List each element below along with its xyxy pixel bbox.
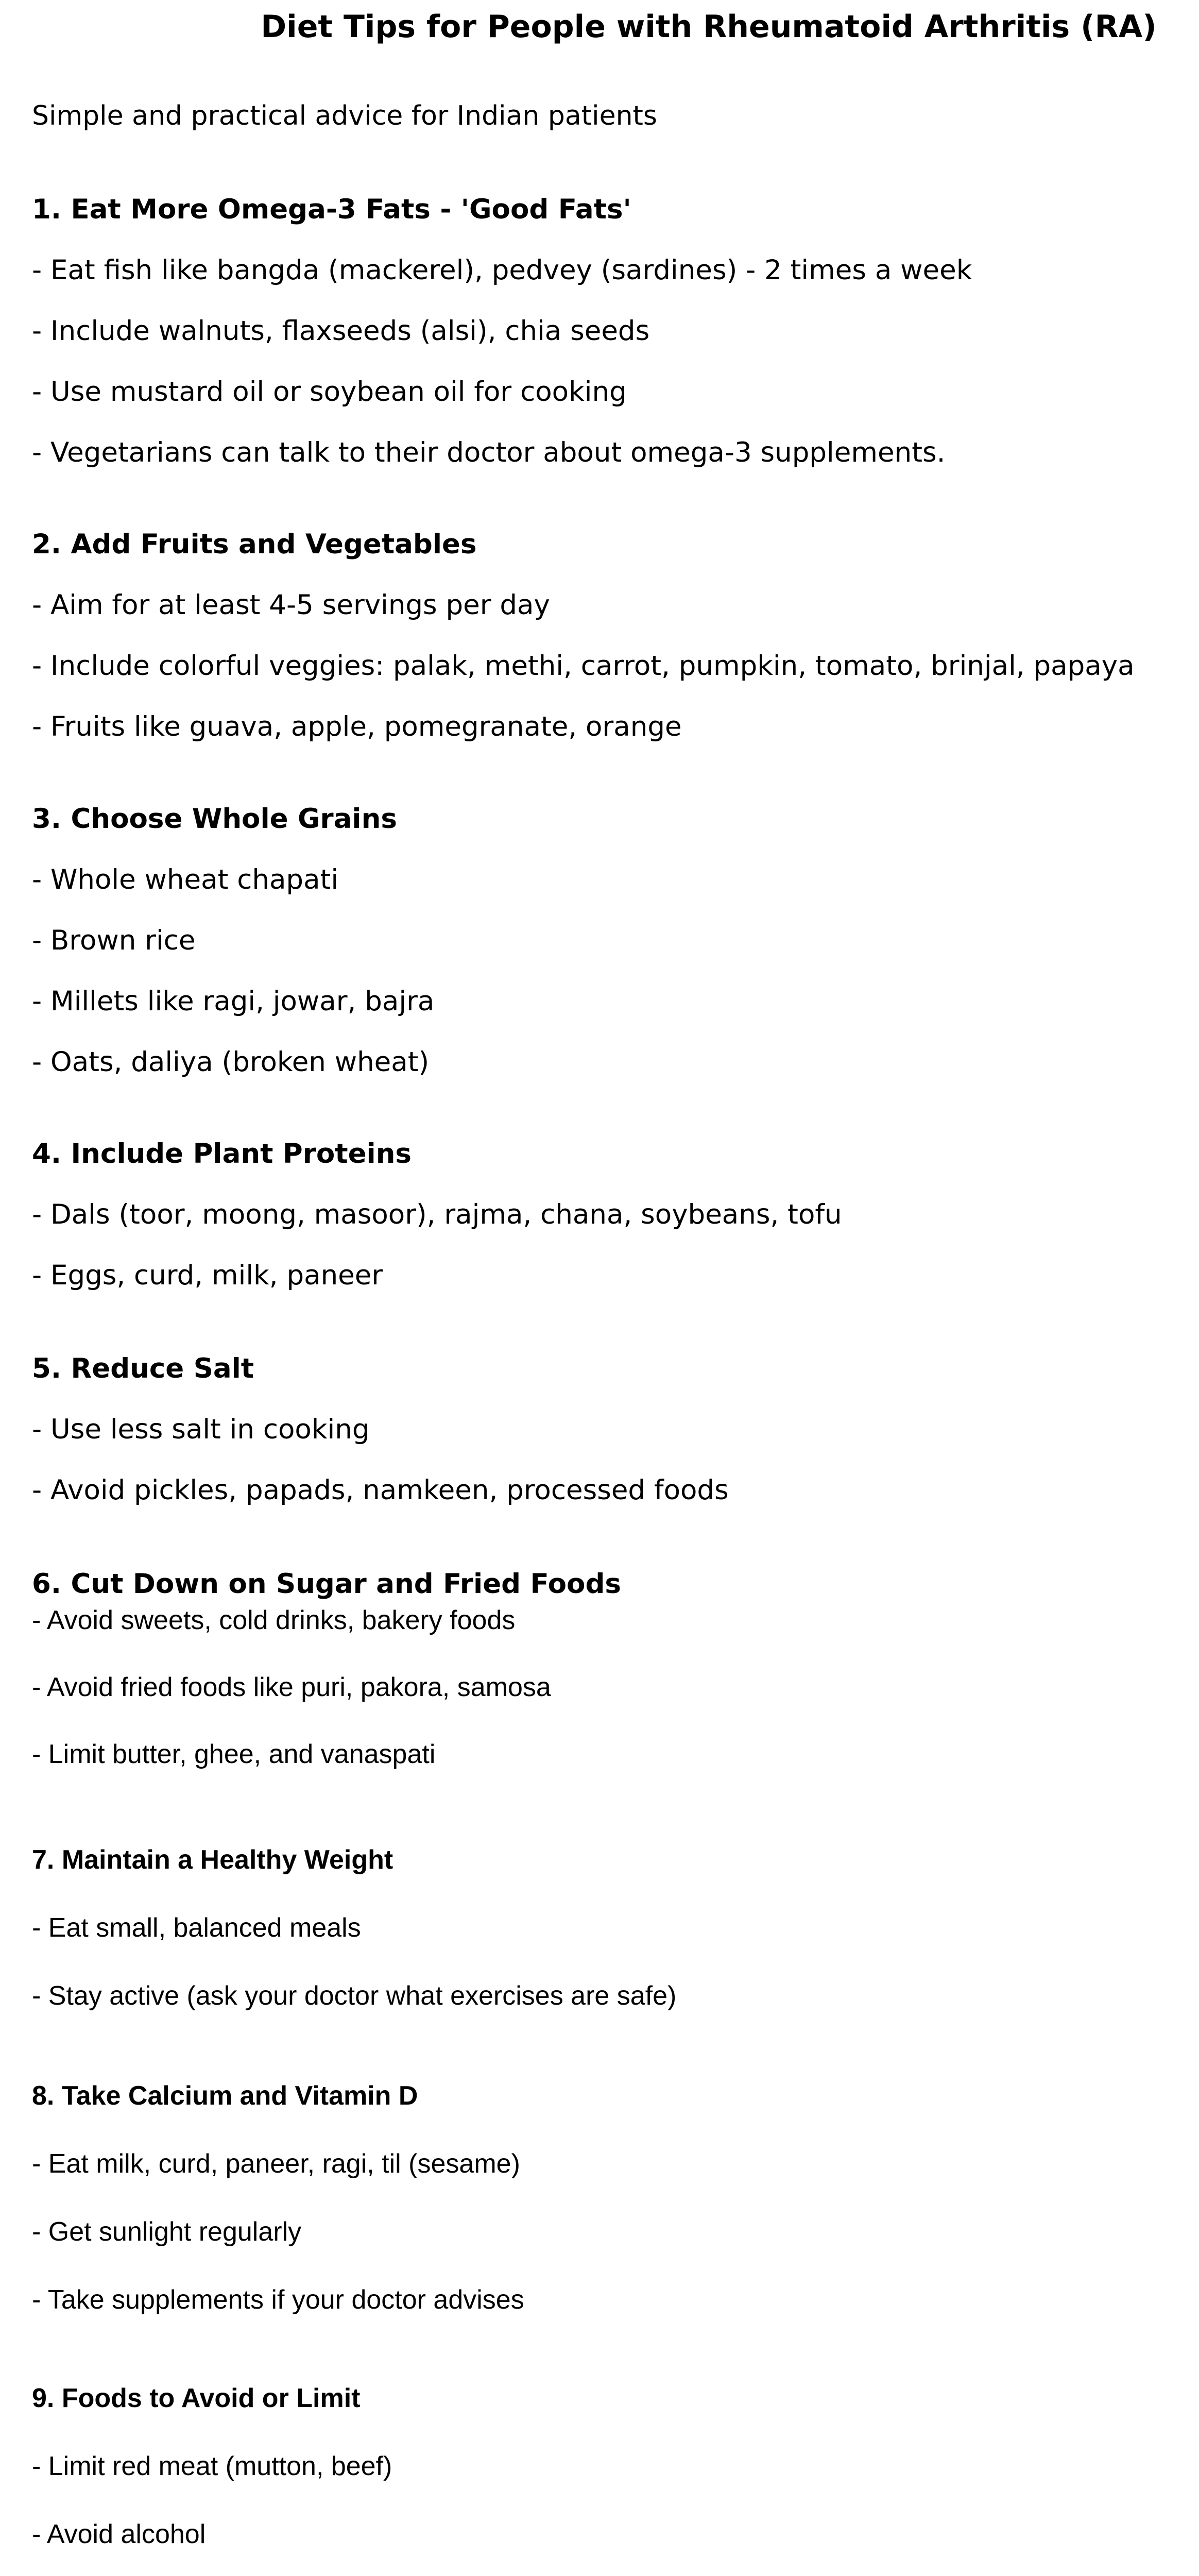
list-item: - Limit red meat (mutton, beef)	[32, 2451, 392, 2481]
section-heading: 5. Reduce Salt	[32, 1353, 254, 1384]
list-item: - Brown rice	[32, 925, 196, 956]
list-item: - Eat milk, curd, paneer, ragi, til (sesame)	[32, 2149, 520, 2179]
section-heading: 1. Eat More Omega-3 Fats - 'Good Fats'	[32, 194, 631, 225]
section-heading: 4. Include Plant Proteins	[32, 1138, 412, 1170]
list-item: - Fruits like guava, apple, pomegranate, orange	[32, 711, 682, 742]
list-item: - Take supplements if your doctor advises	[32, 2285, 524, 2315]
list-item: - Limit butter, ghee, and vanaspati	[32, 1739, 436, 1769]
page-title	[0, 6, 1199, 47]
list-item: - Avoid sweets, cold drinks, bakery foods	[32, 1605, 516, 1635]
page-title-text: Diet Tips for People with Rheumatoid Arthritis (RA)	[261, 9, 1157, 45]
list-item: - Vegetarians can talk to their doctor about omega-3 supplements.	[32, 437, 946, 468]
list-item: - Dals (toor, moong, masoor), rajma, chana, soybeans, tofu	[32, 1199, 842, 1230]
list-item: - Avoid alcohol	[32, 2519, 206, 2549]
list-item: - Eat fish like bangda (mackerel), pedvey (sardines) - 2 times a week	[32, 255, 972, 286]
section-omega3	[32, 192, 1175, 471]
section-heading: 3. Choose Whole Grains	[32, 803, 397, 835]
list-item: - Use mustard oil or soybean oil for cooking	[32, 376, 627, 408]
list-item: - Avoid pickles, papads, namkeen, processed foods	[32, 1475, 729, 1506]
section-fruits-vegetables	[32, 527, 1175, 745]
section-heading: 2. Add Fruits and Vegetables	[32, 529, 477, 560]
section-whole-grains	[32, 801, 1175, 1080]
list-item: - Get sunlight regularly	[32, 2217, 302, 2247]
section-reduce-salt	[32, 1351, 1175, 1509]
list-item: - Millets like ragi, jowar, bajra	[32, 986, 435, 1017]
list-item: - Aim for at least 4-5 servings per day	[32, 589, 550, 621]
section-plant-proteins	[32, 1136, 1175, 1294]
list-item: - Eat small, balanced meals	[32, 1913, 361, 1943]
section-foods-to-avoid	[32, 2380, 1175, 2576]
list-item: - Oats, daliya (broken wheat)	[32, 1046, 430, 1078]
section-heading: 8. Take Calcium and Vitamin D	[32, 2081, 418, 2111]
section-calcium-vitamin-d	[32, 2078, 1175, 2318]
section-sugar-fried-foods	[32, 1566, 1175, 1772]
section-healthy-weight	[32, 1842, 1175, 2014]
page-subtitle: Simple and practical advice for Indian patients	[32, 100, 658, 131]
list-item: - Avoid fried foods like puri, pakora, samosa	[32, 1672, 551, 1702]
list-item: - Use less salt in cooking	[32, 1414, 370, 1445]
list-item: - Include colorful veggies: palak, methi, carrot, pumpkin, tomato, brinjal, papaya	[32, 650, 1135, 682]
section-heading: 9. Foods to Avoid or Limit	[32, 2383, 361, 2413]
section-heading: 6. Cut Down on Sugar and Fried Foods	[32, 1568, 621, 1600]
list-item: - Stay active (ask your doctor what exercises are safe)	[32, 1981, 677, 2011]
list-item: - Include walnuts, flaxseeds (alsi), chia seeds	[32, 315, 650, 347]
list-item: - Whole wheat chapati	[32, 864, 339, 895]
list-item: - Eggs, curd, milk, paneer	[32, 1260, 383, 1291]
section-heading: 7. Maintain a Healthy Weight	[32, 1845, 393, 1875]
